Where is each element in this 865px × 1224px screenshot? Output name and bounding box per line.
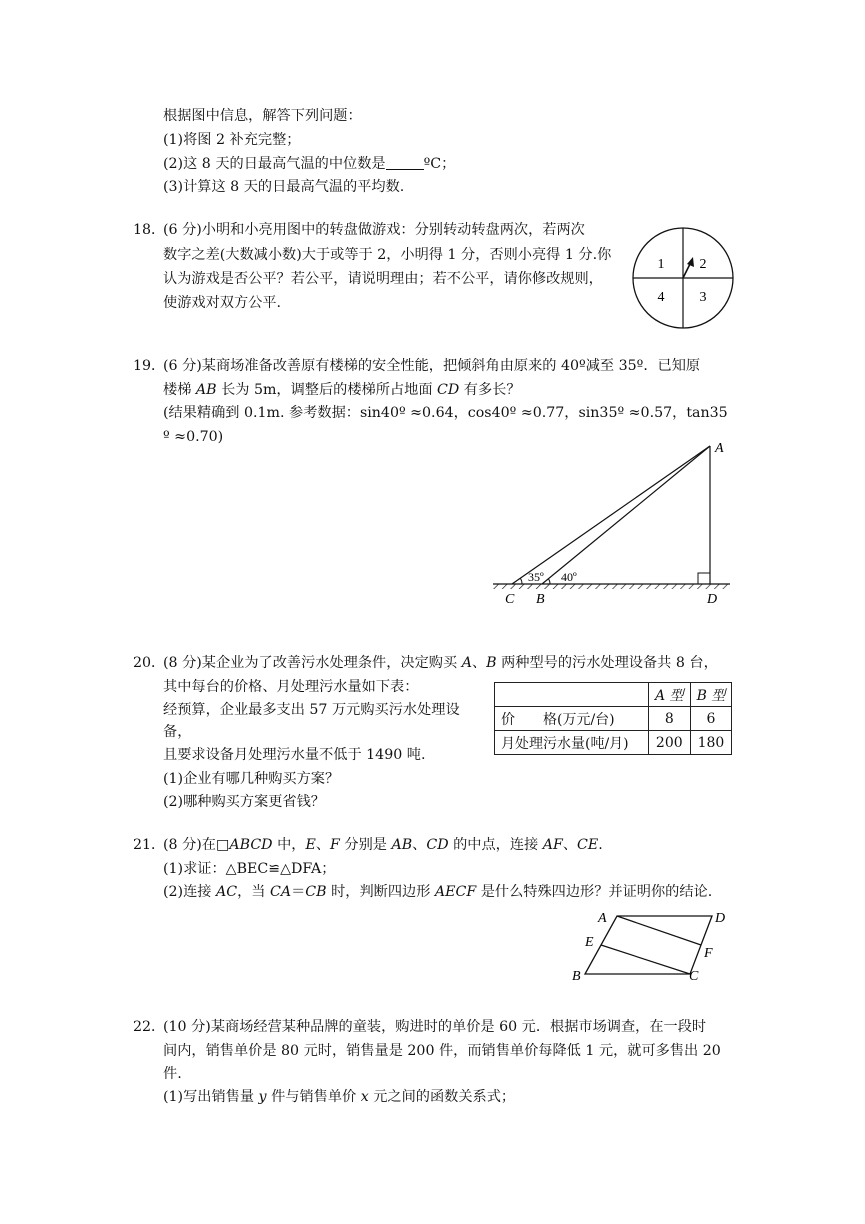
table-cell: 价 格(万元/台) bbox=[495, 707, 649, 731]
point-c-label: C bbox=[505, 592, 515, 607]
p18-line2: 数字之差(大数减小数)大于或等于 2，小明得 1 分，否则小亮得 1 分.你 bbox=[163, 247, 612, 263]
p20-line3: 经预算，企业最多支出 57 万元购买污水处理设 bbox=[163, 702, 460, 718]
p22-line2: 间内，销售单价是 80 元时，销售量是 200 件，而销售单价每降低 1 元，就可多售出 20 bbox=[163, 1043, 721, 1059]
point-d-label: D bbox=[707, 592, 718, 607]
point-e-label: E bbox=[585, 935, 594, 950]
table-header-a: A 型 bbox=[649, 683, 691, 707]
angle-35-label: 35º bbox=[528, 570, 544, 584]
angle-arc-b bbox=[549, 579, 551, 584]
segment-af bbox=[617, 916, 701, 945]
table-cell: 6 bbox=[690, 707, 732, 731]
p18-number: 18． bbox=[133, 222, 166, 238]
p19-number: 19． bbox=[133, 358, 166, 374]
answer-blank bbox=[386, 155, 424, 170]
spinner-wheel-figure bbox=[630, 225, 736, 331]
p18-line3: 认为游戏是否公平？若公平，请说明理由；若不公平，请你修改规则， bbox=[163, 271, 603, 287]
table-header-row bbox=[495, 683, 732, 707]
p22-line3: 件. bbox=[163, 1066, 182, 1082]
segment-ab bbox=[542, 446, 710, 584]
point-b-label: B bbox=[572, 969, 581, 984]
p21-line1: (8 分)在□ABCD 中，E、F 分别是 AB、CD 的中点，连接 AF、CE. bbox=[163, 837, 603, 853]
segment-ec bbox=[601, 945, 690, 974]
p17-q1: (1)将图 2 补充完整； bbox=[163, 132, 301, 148]
point-a-label: A bbox=[598, 911, 607, 926]
p17-q3: (3)计算这 8 天的日最高气温的平均数. bbox=[163, 179, 405, 195]
point-f-label: F bbox=[704, 946, 713, 961]
angle-arc-c bbox=[521, 579, 523, 585]
p20-line5: 且要求设备月处理污水量不低于 1490 吨. bbox=[163, 747, 426, 763]
p17-intro: 根据图中信息，解答下列问题： bbox=[163, 108, 362, 124]
p17-q2: (2)这 8 天的日最高气温的中位数是 ºC； bbox=[163, 156, 456, 172]
parallelogram-figure bbox=[565, 906, 735, 986]
p19-line2: 楼梯 AB 长为 5m，调整后的楼梯所占地面 CD 有多长？ bbox=[163, 382, 521, 398]
p21-q1: (1)求证：△BEC≌△DFA； bbox=[163, 861, 336, 877]
point-d-label: D bbox=[715, 911, 726, 926]
table-row bbox=[495, 707, 732, 731]
p21-q2: (2)连接 AC，当 CA＝CB 时，判断四边形 AECF 是什么特殊四边形？并证明你的结论. bbox=[163, 884, 713, 900]
wheel-sector-1: 1 bbox=[657, 257, 665, 272]
pointer-arrowhead-icon bbox=[687, 257, 694, 267]
p18-line1: (6 分)小明和小亮用图中的转盘做游戏：分别转动转盘两次，若两次 bbox=[163, 222, 585, 238]
point-b-label: B bbox=[536, 592, 545, 607]
segment-ac bbox=[512, 446, 710, 584]
p22-line1: (10 分)某商场经营某种品牌的童装，购进时的单价是 60 元．根据市场调查，在一段时 bbox=[163, 1019, 707, 1035]
p21-number: 21． bbox=[133, 837, 166, 853]
staircase-figure bbox=[485, 436, 735, 608]
table-cell bbox=[495, 683, 649, 707]
equipment-table bbox=[494, 682, 732, 755]
point-a-label: A bbox=[715, 441, 724, 456]
wheel-sector-3: 3 bbox=[699, 290, 707, 305]
p20-line2: 其中每台的价格、月处理污水量如下表： bbox=[163, 679, 419, 695]
table-header-b: B 型 bbox=[690, 683, 732, 707]
table-cell: 180 bbox=[690, 731, 732, 755]
p20-line1: (8 分)某企业为了改善污水处理条件，决定购买 A、B 两种型号的污水处理设备共 8 台， bbox=[163, 655, 718, 671]
wheel-sector-4: 4 bbox=[657, 290, 665, 305]
p19-line1: (6 分)某商场准备改善原有楼梯的安全性能，把倾斜角由原来的 40º减至 35º．已知原 bbox=[163, 358, 701, 374]
table-cell: 200 bbox=[649, 731, 691, 755]
p19-line3: (结果精确到 0.1m. 参考数据：sin40º ≈0.64，cos40º ≈0.77，sin35º ≈0.57，tan35 bbox=[163, 405, 728, 421]
p20-q1: (1)企业有哪几种购买方案？ bbox=[163, 771, 340, 787]
angle-40-label: 40º bbox=[561, 570, 577, 584]
table-cell: 8 bbox=[649, 707, 691, 731]
p22-number: 22． bbox=[133, 1019, 166, 1035]
table-row bbox=[495, 731, 732, 755]
p20-number: 20． bbox=[133, 655, 166, 671]
right-angle-mark bbox=[698, 573, 710, 584]
p18-line4: 使游戏对双方公平. bbox=[163, 295, 282, 311]
p20-line4: 备， bbox=[163, 724, 192, 740]
point-c-label: C bbox=[689, 969, 699, 984]
p22-q1: (1)写出销售量 y 件与销售单价 x 元之间的函数关系式； bbox=[163, 1089, 516, 1105]
ground-hatching bbox=[493, 584, 730, 589]
p19-line4: º ≈0.70) bbox=[163, 429, 224, 445]
table-cell: 月处理污水量(吨/月) bbox=[495, 731, 649, 755]
wheel-sector-2: 2 bbox=[699, 257, 707, 272]
p20-q2: (2)哪种购买方案更省钱？ bbox=[163, 794, 325, 810]
